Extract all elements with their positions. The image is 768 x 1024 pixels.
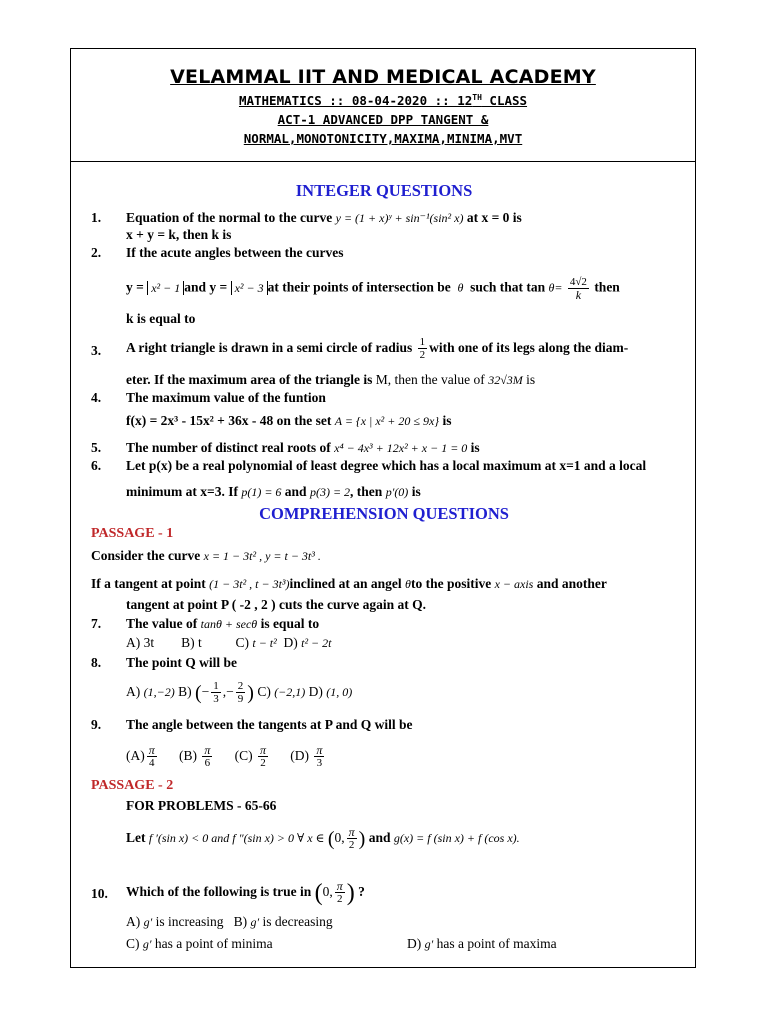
q9-d-den: 3 — [316, 757, 323, 770]
p1-text-d: to the positive — [410, 576, 492, 591]
q9-b-pi: π — [204, 743, 211, 758]
q8-option-b-label: B) — [178, 684, 192, 699]
page-frame — [70, 48, 696, 968]
q9-option-c — [258, 744, 268, 769]
q6-text-c: , then — [350, 484, 383, 499]
p1-curve: x = 1 − 3t² , y = t − 3t³ . — [203, 549, 321, 563]
q8-option-b-frac1 — [211, 680, 221, 705]
q10-option-a-g: g′ — [143, 915, 153, 929]
q7-text-b: is equal to — [260, 616, 320, 631]
q9-option-c-label: (C) — [234, 748, 253, 763]
q8-b-f2-bot: 9 — [237, 693, 244, 706]
q2-abs2: x² − 3 — [231, 281, 268, 295]
p2-pi: π — [348, 825, 355, 840]
p1-theta: θ — [405, 577, 411, 591]
q6-line-1: Let p(x) be a real polynomial of least degree which has a local maximum at x=1 and a local — [126, 458, 647, 473]
q1-number: 1. — [91, 210, 102, 225]
q8-options: A) (1,−2) B) (− $\frac{1}{3}$ ,− $\frac{2}{9}$ ) C) (−2,1) D) (1, 0) — [126, 680, 353, 706]
q10-option-d: has a point of maxima — [436, 936, 557, 951]
q9-option-a-label: (A) — [126, 748, 145, 763]
p2-g-def: g(x) = f (sin x) + f (cos x). — [393, 831, 520, 845]
q2-and: and y = — [184, 279, 228, 295]
q4-set: A = {x | x² + 20 ≤ 9x} — [334, 414, 440, 428]
q7-options — [126, 635, 332, 651]
q1-text-a: Equation of the normal to the curve — [126, 210, 333, 225]
q7-line-1 — [126, 616, 319, 632]
q10-option-c-g: g′ — [142, 937, 152, 951]
q6-text-b: minimum at x=3. If — [126, 484, 238, 499]
q2-fraction — [568, 276, 589, 301]
q10-option-a: is increasing — [155, 914, 224, 929]
q4-text-c: is — [442, 413, 452, 428]
q2-theta: θ — [457, 280, 464, 295]
q10-interval-frac — [335, 880, 345, 905]
q9-a-den: 4 — [149, 757, 155, 770]
q2-text-c: such that tan — [470, 279, 546, 295]
q8-option-d-label: D) — [308, 684, 323, 699]
p2-and: and — [368, 830, 391, 845]
q9-option-b-label: (B) — [179, 748, 198, 763]
q10-interval-open: ( — [314, 879, 323, 906]
q10-option-d-row — [407, 936, 557, 952]
q3-text-d: M, then the value of — [375, 372, 485, 387]
q3-expr: 32√3M — [488, 373, 523, 387]
p1-text-e: and another — [536, 576, 607, 591]
q8-option-b-close: ) — [247, 681, 254, 704]
q10-two: 2 — [337, 893, 343, 906]
q10-option-b-g: g′ — [250, 915, 260, 929]
p2-interval-open: ( — [327, 827, 335, 850]
section-integer: INTEGER QUESTIONS — [295, 181, 473, 200]
p2-interval-close: ) — [358, 827, 366, 850]
p1-axis: x − axis — [494, 577, 534, 591]
q5-text-b: is — [470, 440, 480, 455]
q9-option-d-label: (D) — [290, 748, 310, 763]
passage-2-heading: PASSAGE - 2 — [91, 778, 174, 793]
q8-option-b-open: ( — [194, 681, 202, 704]
q10-line-1 — [126, 875, 365, 910]
p1-line-2 — [91, 576, 607, 592]
q9-options — [126, 741, 326, 771]
q2-text-d: then — [594, 279, 620, 295]
q4-number: 4. — [91, 390, 102, 405]
q7-number: 7. — [91, 616, 102, 631]
header — [71, 49, 695, 162]
p1-line-1 — [91, 548, 321, 564]
q5-number: 5. — [91, 440, 102, 455]
section-comprehension: COMPREHENSION QUESTIONS — [259, 504, 509, 523]
q8-line-1: The point Q will be — [126, 655, 238, 670]
q6-line-2 — [126, 484, 421, 500]
q8-option-a-label: A) — [126, 684, 141, 699]
q9-c-pi: π — [260, 743, 267, 758]
q3-text-c: eter. If the maximum area of the triangle is — [126, 372, 373, 387]
q10-option-d-g: g′ — [424, 937, 434, 951]
p2-let: Let — [126, 830, 146, 845]
q5-expr: x⁴ − 4x³ + 12x² + x − 1 = 0 — [334, 441, 468, 455]
subtitle-sup: TH — [472, 93, 482, 102]
subtitle-line-2: ACT-1 ADVANCED DPP TANGENT & — [277, 112, 489, 128]
q2-line-2 — [126, 276, 620, 301]
p2-interval-frac — [347, 826, 357, 851]
subtitle-date: MATHEMATICS :: 08-04-2020 :: 12 — [238, 93, 473, 109]
p2-condition: f ′(sin x) < 0 and f ″(sin x) > 0 ∀ x ∈ — [148, 831, 325, 845]
p2-two: 2 — [348, 839, 355, 852]
p1-text-b: If a tangent at point — [91, 576, 206, 591]
q7-option-c: t − t² — [252, 636, 277, 650]
q10-option-c-row — [126, 936, 273, 952]
q10-number: 10. — [91, 886, 108, 901]
q8-b-f1-top: 1 — [213, 680, 219, 693]
q6-text-d: is — [411, 484, 421, 499]
q9-option-a — [147, 744, 157, 769]
q1-expr: y = (1 + x)ʸ + sin⁻¹(sin² x) — [335, 211, 464, 225]
q10-option-a-label: A) — [126, 914, 141, 929]
q7-option-d: t² − 2t — [301, 636, 332, 650]
q10-option-c: has a point of minima — [154, 936, 273, 951]
q10-text-a: Which of the following is true in — [126, 884, 312, 899]
q10-option-b-label: B) — [233, 914, 248, 929]
q1-line-1 — [126, 210, 522, 226]
q2-text-b: at their points of intersection be — [267, 279, 451, 295]
passage-1-heading: PASSAGE - 1 — [91, 526, 174, 541]
q7-expr: tanθ + secθ — [200, 617, 258, 631]
q2-number: 2. — [91, 245, 102, 260]
q8-option-c-label: C) — [257, 684, 271, 699]
q10-option-b: is decreasing — [262, 914, 333, 929]
q8-number: 8. — [91, 655, 102, 670]
q5-line — [126, 440, 480, 456]
q2-frac-top: 4√2 — [569, 276, 587, 288]
p2-line-1: FOR PROBLEMS - 65-66 — [126, 798, 277, 813]
q10-text-b: ? — [358, 884, 365, 899]
q4-line-1: The maximum value of the funtion — [126, 390, 326, 405]
q6-expr-3: p′(0) — [385, 485, 409, 499]
page-title: VELAMMAL IIT AND MEDICAL ACADEMY — [170, 66, 596, 88]
subtitle-class: CLASS — [481, 93, 528, 109]
q9-a-pi: π — [148, 743, 155, 758]
q3-text-b: with one of its legs along the diam- — [429, 340, 629, 355]
q5-text-a: The number of distinct real roots of — [126, 440, 331, 455]
q8-option-d: (1, 0) — [326, 685, 353, 699]
q3-number: 3. — [91, 343, 102, 358]
q9-number: 9. — [91, 717, 102, 732]
q6-and: and — [284, 484, 307, 499]
q9-c-den: 2 — [260, 757, 266, 770]
p2-interval-start: 0, — [334, 830, 345, 845]
q10-option-c-label: C) — [126, 936, 140, 951]
q8-b-f1-bot: 3 — [213, 693, 219, 706]
q3-text-a: A right triangle is drawn in a semi circle of radius — [126, 340, 413, 355]
p1-text-c: inclined at an angel — [289, 576, 402, 591]
subtitle-line-3: NORMAL,MONOTONICITY,MAXIMA,MINIMA,MVT — [243, 131, 523, 147]
q3-line-2 — [126, 372, 535, 388]
q2-frac-bot: k — [575, 288, 582, 302]
q2-theta2: θ= — [548, 280, 563, 295]
p2-line-2 — [126, 823, 520, 854]
q2-line-3: k is equal to — [126, 311, 196, 326]
q7-options-ab: A) 3t B) t C) — [126, 635, 249, 650]
q3-frac-top: 1 — [419, 336, 426, 349]
q7-text-a: The value of — [126, 616, 198, 631]
q6-expr-1: p(1) = 6 — [241, 485, 282, 499]
q8-b-f2-top: 2 — [237, 680, 244, 693]
q10-option-d-label: D) — [407, 936, 422, 951]
q4-text-b: f(x) = 2x³ - 15x² + 36x - 48 on the set — [126, 413, 332, 428]
q6-number: 6. — [91, 458, 102, 473]
q10-interval-close: ) — [346, 879, 355, 906]
q8-option-c: (−2,1) — [274, 685, 306, 699]
q2-y1: y = — [126, 279, 144, 295]
q8-option-a: (1,−2) — [143, 685, 175, 699]
p1-text-a: Consider the curve — [91, 548, 201, 563]
q10-interval-start: 0, — [322, 884, 333, 899]
q7-option-d-label: D) — [283, 635, 298, 650]
q6-expr-2: p(3) = 2 — [309, 485, 351, 499]
q3-text-e: is — [526, 372, 536, 387]
subtitle-line-1 — [71, 88, 695, 110]
q10-options-row-1 — [126, 914, 333, 930]
q1-text-b: at x = 0 is — [466, 210, 522, 225]
q9-line-1: The angle between the tangents at P and Q will be — [126, 717, 413, 732]
q1-line-2: x + y = k, then k is — [126, 227, 232, 242]
q9-b-den: 6 — [204, 757, 211, 770]
q9-d-pi: π — [316, 743, 323, 758]
q9-option-d — [314, 744, 324, 769]
q10-pi: π — [336, 879, 343, 894]
q4-line-2 — [126, 413, 451, 429]
p1-line-3: tangent at point P ( -2 , 2 ) cuts the curve again at Q. — [126, 597, 426, 612]
q3-fraction — [418, 336, 428, 361]
q2-abs1: x² − 1 — [147, 281, 184, 295]
p1-point: (1 − 3t² , t − 3t³) — [209, 577, 290, 591]
q3-frac-bot: 2 — [419, 349, 426, 362]
q8-option-b-frac2 — [236, 680, 246, 705]
q2-line-1: If the acute angles between the curves — [126, 245, 344, 260]
q3-line-1 — [126, 333, 628, 363]
q9-option-b — [202, 744, 212, 769]
